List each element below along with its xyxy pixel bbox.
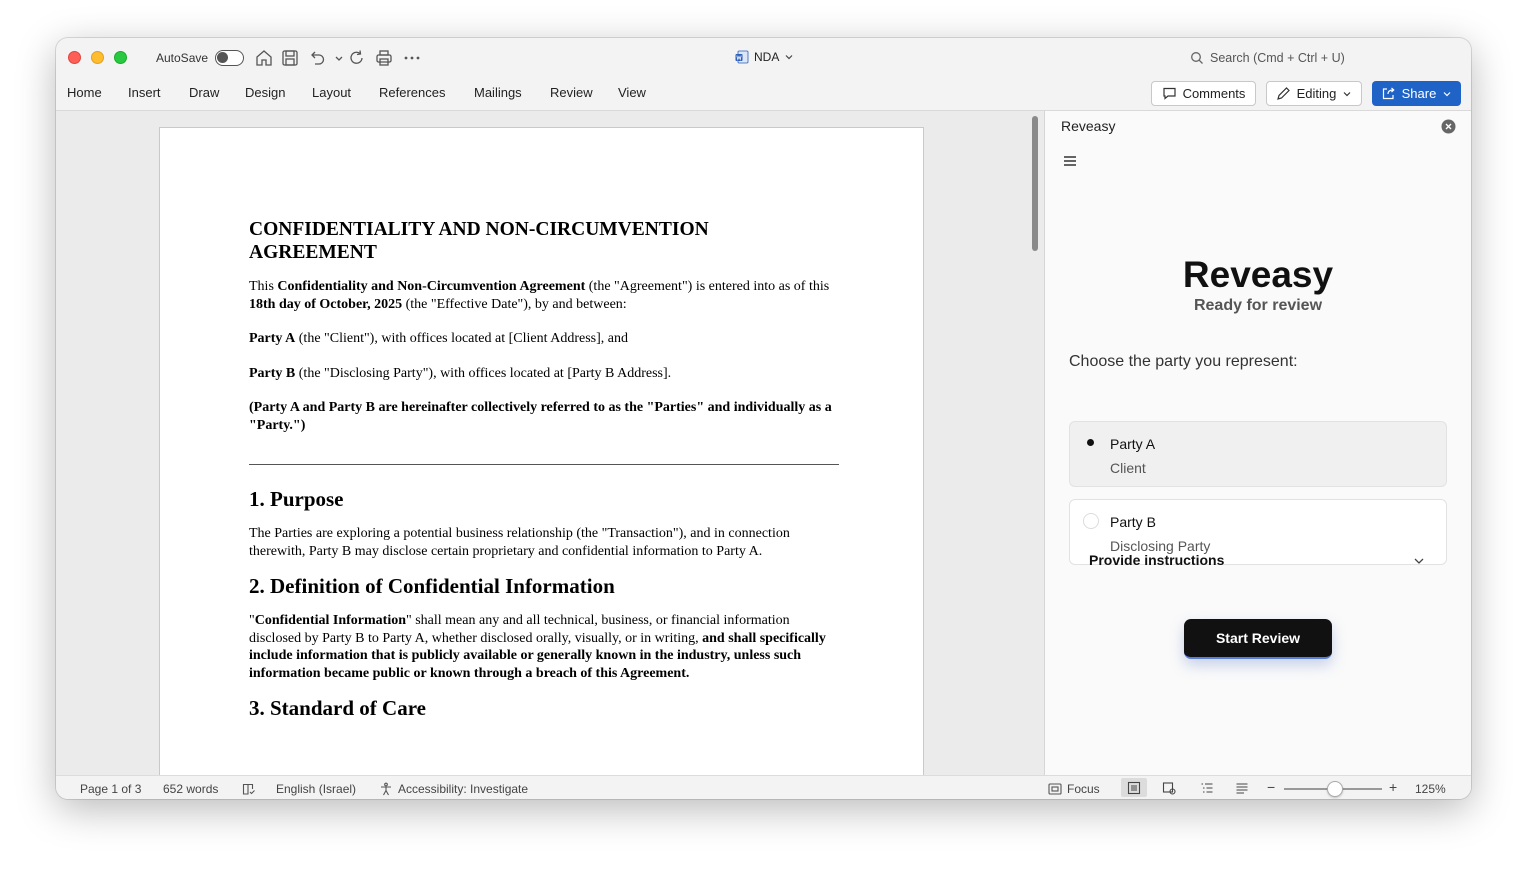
document-canvas[interactable] xyxy=(56,111,1044,775)
tab-design[interactable]: Design xyxy=(245,85,286,100)
pane-title: Reveasy xyxy=(1061,118,1116,134)
party-option-name: Party A xyxy=(1110,436,1156,452)
zoom-out-button[interactable]: − xyxy=(1267,779,1276,795)
party-option-name: Party B xyxy=(1110,514,1156,530)
brand-title: Reveasy xyxy=(1182,254,1334,295)
tab-mailings[interactable]: Mailings xyxy=(474,85,522,100)
party-option-a[interactable] xyxy=(1069,421,1447,487)
word-document-icon xyxy=(735,50,749,64)
party-a-radio[interactable] xyxy=(1083,435,1099,451)
word-window xyxy=(56,38,1471,799)
party-b-radio[interactable] xyxy=(1083,513,1099,529)
outline-icon xyxy=(1200,781,1214,795)
toggle-knob xyxy=(217,52,228,63)
redo-icon[interactable] xyxy=(347,48,367,68)
brand-subtitle: Ready for review xyxy=(1193,297,1323,314)
editing-label: Editing xyxy=(1296,86,1337,101)
chevron-down-icon[interactable] xyxy=(1413,554,1425,566)
share-icon xyxy=(1381,86,1396,101)
pencil-icon xyxy=(1276,86,1291,101)
autosave-label: AutoSave xyxy=(156,51,209,65)
proofing-button[interactable] xyxy=(242,782,256,796)
window-maximize-button[interactable] xyxy=(114,51,127,64)
intro-paragraph: This Confidentiality and Non-Circumvention Agreement (the "Agreement") is entered into as of this 18th day of October, 2025 (the "Effective Date"), by and between: xyxy=(249,279,830,312)
accessibility-icon xyxy=(379,782,393,796)
section-3-heading: 3. Standard of Care xyxy=(249,696,426,720)
party-option-role: Client xyxy=(1110,460,1146,476)
status-bar xyxy=(56,775,1471,799)
party-a-paragraph: Party A (the "Client"), with offices located at [Client Address], and xyxy=(249,331,628,346)
web-layout-icon xyxy=(1162,781,1176,795)
zoom-level[interactable]: 125% xyxy=(1415,782,1446,796)
document-page[interactable] xyxy=(159,127,924,775)
hamburger-menu-icon[interactable] xyxy=(1063,154,1077,166)
collective-definition: (Party A and Party B are hereinafter collectively referred to as the "Parties" and individually as a "Party.") xyxy=(249,400,832,433)
autosave-toggle[interactable] xyxy=(215,50,244,66)
editing-mode-button[interactable] xyxy=(1266,81,1362,106)
chevron-down-icon xyxy=(1342,89,1352,99)
close-icon xyxy=(1441,119,1456,134)
chevron-down-icon xyxy=(1442,89,1452,99)
share-button[interactable] xyxy=(1372,81,1461,106)
undo-icon[interactable] xyxy=(307,48,327,68)
language-status[interactable]: English (Israel) xyxy=(276,782,357,796)
search-icon xyxy=(1190,51,1204,65)
section-divider xyxy=(249,464,839,465)
draft-view-button[interactable] xyxy=(1229,778,1255,797)
start-review-button[interactable]: Start Review xyxy=(1184,619,1332,659)
accessibility-status[interactable]: Accessibility: Investigate xyxy=(379,782,528,796)
window-minimize-button[interactable] xyxy=(91,51,104,64)
focus-mode-button[interactable]: Focus xyxy=(1048,782,1100,796)
section-2-text: "Confidential Information" shall mean any and all technical, business, or financial information disclosed by Party B to Party A, whether disclosed orally, visually, or in writing, and shall specifically include information that is publicly available or generally known in the industry, unless such information became public or known through a breach of this Agreement. xyxy=(249,613,826,681)
save-icon[interactable] xyxy=(280,48,300,68)
tab-review[interactable]: Review xyxy=(550,85,593,100)
document-title: CONFIDENTIALITY AND NON-CIRCUMVENTION AGREEMENT xyxy=(249,219,709,263)
section-2-heading: 2. Definition of Confidential Information xyxy=(249,574,615,598)
home-icon[interactable] xyxy=(254,48,274,68)
chevron-down-icon xyxy=(784,52,794,62)
reveasy-pane xyxy=(1044,111,1471,775)
pane-close-button[interactable] xyxy=(1441,119,1456,134)
provide-instructions-toggle[interactable]: Provide instructions xyxy=(1089,552,1225,568)
title-bar xyxy=(56,38,1471,78)
book-check-icon xyxy=(242,782,256,796)
page-count[interactable]: Page 1 of 3 xyxy=(80,782,142,796)
vertical-scrollbar-thumb[interactable] xyxy=(1032,116,1038,251)
document-name: NDA xyxy=(754,50,780,64)
choose-party-label: Choose the party you represent: xyxy=(1069,353,1298,370)
print-layout-icon xyxy=(1127,781,1141,795)
tab-view[interactable]: View xyxy=(618,85,646,100)
party-b-paragraph: Party B (the "Disclosing Party"), with offices located at [Party B Address]. xyxy=(249,365,672,381)
party-option-role: Disclosing Party xyxy=(1110,538,1211,554)
print-layout-view-button[interactable] xyxy=(1121,778,1147,797)
zoom-slider-thumb[interactable] xyxy=(1327,781,1343,797)
print-icon[interactable] xyxy=(374,48,394,68)
share-label: Share xyxy=(1401,86,1437,101)
focus-icon xyxy=(1048,782,1062,796)
comments-button[interactable] xyxy=(1151,81,1256,106)
section-1-text: The Parties are exploring a potential business relationship (the "Transaction"), and in connection therewith, Party B may disclose certain proprietary and confidential information to Party A. xyxy=(249,526,790,559)
comments-label: Comments xyxy=(1182,86,1246,101)
more-options-icon[interactable] xyxy=(402,48,422,68)
undo-dropdown-chevron-icon[interactable] xyxy=(329,48,339,68)
word-count[interactable]: 652 words xyxy=(163,782,219,796)
tab-layout[interactable]: Layout xyxy=(312,85,352,100)
outline-view-button[interactable] xyxy=(1194,778,1220,797)
web-layout-view-button[interactable] xyxy=(1156,778,1182,797)
ribbon-tabs xyxy=(56,78,1471,110)
comment-icon xyxy=(1162,86,1177,101)
section-1-heading: 1. Purpose xyxy=(249,487,344,511)
draft-icon xyxy=(1235,781,1249,795)
tab-insert[interactable]: Insert xyxy=(128,85,161,100)
search-box[interactable] xyxy=(1190,51,1345,65)
tab-home[interactable]: Home xyxy=(67,85,102,100)
window-close-button[interactable] xyxy=(68,51,81,64)
document-title-menu[interactable] xyxy=(735,50,794,64)
document-body[interactable] xyxy=(249,218,839,734)
tab-draw[interactable]: Draw xyxy=(189,85,220,100)
tab-references[interactable]: References xyxy=(379,85,446,100)
search-placeholder: Search (Cmd + Ctrl + U) xyxy=(1210,51,1345,65)
zoom-in-button[interactable]: + xyxy=(1389,779,1398,795)
